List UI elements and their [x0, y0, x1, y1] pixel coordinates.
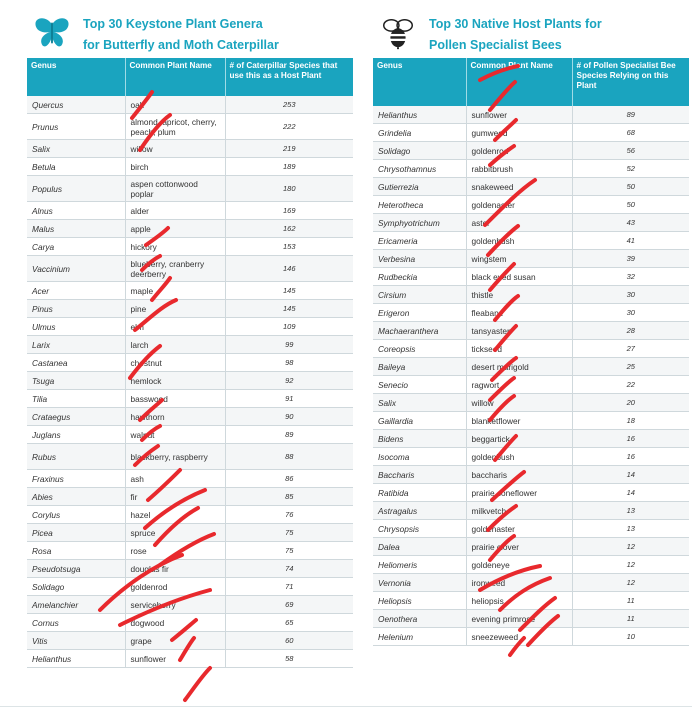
count-cell: 86: [225, 470, 353, 488]
count-cell: 12: [572, 538, 689, 556]
genus-cell: Vaccinium: [27, 256, 125, 282]
genus-cell: Castanea: [27, 354, 125, 372]
table-row: [27, 390, 353, 408]
genus-cell: Solidago: [373, 142, 466, 160]
table-row: [27, 220, 353, 238]
genus-cell: Bidens: [373, 430, 466, 448]
count-cell: 10: [572, 628, 689, 646]
common-name-cell: spruce: [125, 524, 225, 542]
genus-cell: Cornus: [27, 614, 125, 632]
genus-cell: Gutierrezia: [373, 178, 466, 196]
genus-cell: Solidago: [27, 578, 125, 596]
table-row: [373, 214, 689, 232]
common-name-cell: basswood: [125, 390, 225, 408]
genus-cell: Heliopsis: [373, 592, 466, 610]
common-name-cell: desert marigold: [466, 358, 572, 376]
table-row: [373, 412, 689, 430]
genus-cell: Isocoma: [373, 448, 466, 466]
caterpillar-table-body: [27, 96, 353, 668]
common-name-cell: hemlock: [125, 372, 225, 390]
genus-cell: Verbesina: [373, 250, 466, 268]
genus-cell: Helenium: [373, 628, 466, 646]
table-row: [27, 524, 353, 542]
count-cell: 18: [572, 412, 689, 430]
common-name-cell: willow: [466, 394, 572, 412]
table-row: [373, 142, 689, 160]
common-name-cell: aster: [466, 214, 572, 232]
genus-cell: Ulmus: [27, 318, 125, 336]
count-cell: 11: [572, 592, 689, 610]
count-cell: 180: [225, 176, 353, 202]
count-cell: 75: [225, 542, 353, 560]
count-cell: 91: [225, 390, 353, 408]
count-cell: 50: [572, 196, 689, 214]
genus-cell: Vitis: [27, 632, 125, 650]
genus-cell: Grindelia: [373, 124, 466, 142]
genus-cell: Ericameria: [373, 232, 466, 250]
common-name-cell: larch: [125, 336, 225, 354]
common-name-cell: goldenbush: [466, 448, 572, 466]
count-cell: 50: [572, 178, 689, 196]
table-row: [373, 250, 689, 268]
common-name-cell: sunflower: [125, 650, 225, 668]
count-cell: 189: [225, 158, 353, 176]
count-cell: 153: [225, 238, 353, 256]
genus-cell: Salix: [27, 140, 125, 158]
genus-cell: Erigeron: [373, 304, 466, 322]
count-cell: 14: [572, 466, 689, 484]
genus-cell: Dalea: [373, 538, 466, 556]
count-cell: 52: [572, 160, 689, 178]
count-cell: 146: [225, 256, 353, 282]
table-row: [27, 202, 353, 220]
count-cell: 30: [572, 286, 689, 304]
count-cell: 56: [572, 142, 689, 160]
count-cell: 60: [225, 632, 353, 650]
genus-cell: Gaillardia: [373, 412, 466, 430]
table-row: [373, 178, 689, 196]
count-cell: 65: [225, 614, 353, 632]
common-name-cell: maple: [125, 282, 225, 300]
common-name-cell: sneezeweed: [466, 628, 572, 646]
bee-title-line2: Pollen Specialist Bees: [429, 38, 562, 52]
count-cell: 39: [572, 250, 689, 268]
common-name-cell: aspen cottonwood poplar: [125, 176, 225, 202]
bee-title-line1: Top 30 Native Host Plants for: [429, 17, 602, 31]
table-row: [27, 542, 353, 560]
table-row: [27, 158, 353, 176]
count-cell: 22: [572, 376, 689, 394]
common-name-cell: blanketflower: [466, 412, 572, 430]
common-name-cell: baccharis: [466, 466, 572, 484]
table-row: [27, 300, 353, 318]
genus-cell: Amelanchier: [27, 596, 125, 614]
count-cell: 12: [572, 574, 689, 592]
count-cell: 75: [225, 524, 353, 542]
table-row: [27, 238, 353, 256]
table-row: [27, 506, 353, 524]
genus-cell: Chrysopsis: [373, 520, 466, 538]
count-cell: 68: [572, 124, 689, 142]
table-row: [373, 304, 689, 322]
genus-cell: Pseudotsuga: [27, 560, 125, 578]
genus-cell: Rudbeckia: [373, 268, 466, 286]
common-name-cell: black eyed susan: [466, 268, 572, 286]
count-cell: 92: [225, 372, 353, 390]
header-common-name: Common Plant Name: [466, 58, 572, 106]
count-cell: 27: [572, 340, 689, 358]
common-name-cell: heliopsis: [466, 592, 572, 610]
common-name-cell: alder: [125, 202, 225, 220]
common-name-cell: birch: [125, 158, 225, 176]
caterpillar-host-panel: [27, 10, 353, 668]
genus-cell: Prunus: [27, 114, 125, 140]
caterpillar-title: [83, 14, 279, 56]
page-bottom-divider: [0, 706, 692, 707]
genus-cell: Baileya: [373, 358, 466, 376]
count-cell: 58: [225, 650, 353, 668]
genus-cell: Populus: [27, 176, 125, 202]
common-name-cell: douglas fir: [125, 560, 225, 578]
count-cell: 162: [225, 220, 353, 238]
genus-cell: Coreopsis: [373, 340, 466, 358]
genus-cell: Senecio: [373, 376, 466, 394]
genus-cell: Quercus: [27, 96, 125, 114]
count-cell: 16: [572, 430, 689, 448]
common-name-cell: goldenrod: [125, 578, 225, 596]
bee-title-row: [373, 10, 689, 58]
count-cell: 16: [572, 448, 689, 466]
table-row: [27, 614, 353, 632]
table-row: [373, 160, 689, 178]
table-row: [373, 448, 689, 466]
common-name-cell: prairie coneflower: [466, 484, 572, 502]
count-cell: 76: [225, 506, 353, 524]
common-name-cell: goldenaster: [466, 196, 572, 214]
common-name-cell: dogwood: [125, 614, 225, 632]
header-bee-count: # of Pollen Specialist Bee Species Relying on this Plant: [572, 58, 689, 106]
count-cell: 145: [225, 282, 353, 300]
count-cell: 32: [572, 268, 689, 286]
table-row: [27, 650, 353, 668]
table-row: [27, 632, 353, 650]
bee-table-body: [373, 106, 689, 646]
header-genus: Genus: [27, 58, 125, 96]
bee-host-panel: [373, 10, 689, 646]
table-row: [27, 578, 353, 596]
genus-cell: Oenothera: [373, 610, 466, 628]
table-row: [373, 556, 689, 574]
header-genus: Genus: [373, 58, 466, 106]
genus-cell: Abies: [27, 488, 125, 506]
count-cell: 74: [225, 560, 353, 578]
table-row: [373, 340, 689, 358]
table-row: [373, 502, 689, 520]
genus-cell: Juglans: [27, 426, 125, 444]
header-caterpillar-count: # of Caterpillar Species that use this as a Host Plant: [225, 58, 353, 96]
count-cell: 253: [225, 96, 353, 114]
common-name-cell: walnut: [125, 426, 225, 444]
genus-cell: Heliomeris: [373, 556, 466, 574]
common-name-cell: fleabane: [466, 304, 572, 322]
table-row: [27, 408, 353, 426]
genus-cell: Alnus: [27, 202, 125, 220]
common-name-cell: goldeneye: [466, 556, 572, 574]
genus-cell: Cirsium: [373, 286, 466, 304]
count-cell: 28: [572, 322, 689, 340]
table-row: [373, 394, 689, 412]
table-row: [27, 282, 353, 300]
table-row: [27, 560, 353, 578]
genus-cell: Ratibida: [373, 484, 466, 502]
count-cell: 219: [225, 140, 353, 158]
genus-cell: Carya: [27, 238, 125, 256]
genus-cell: Malus: [27, 220, 125, 238]
table-row: [373, 430, 689, 448]
genus-cell: Symphyotrichum: [373, 214, 466, 232]
count-cell: 13: [572, 520, 689, 538]
table-row: [27, 336, 353, 354]
common-name-cell: serviceberry: [125, 596, 225, 614]
common-name-cell: grape: [125, 632, 225, 650]
count-cell: 99: [225, 336, 353, 354]
caterpillar-title-line2: for Butterfly and Moth Caterpillar: [83, 38, 279, 52]
count-cell: 89: [225, 426, 353, 444]
common-name-cell: hazel: [125, 506, 225, 524]
table-row: [27, 140, 353, 158]
common-name-cell: evening primrose: [466, 610, 572, 628]
genus-cell: Rosa: [27, 542, 125, 560]
count-cell: 14: [572, 484, 689, 502]
genus-cell: Crataegus: [27, 408, 125, 426]
count-cell: 98: [225, 354, 353, 372]
count-cell: 88: [225, 444, 353, 470]
common-name-cell: pine: [125, 300, 225, 318]
genus-cell: Salix: [373, 394, 466, 412]
common-name-cell: hickory: [125, 238, 225, 256]
table-header-row: [27, 58, 353, 96]
common-name-cell: goldenrod: [466, 142, 572, 160]
common-name-cell: goldenaster: [466, 520, 572, 538]
common-name-cell: rose: [125, 542, 225, 560]
caterpillar-title-line1: Top 30 Keystone Plant Genera: [83, 17, 263, 31]
header-common-name: Common Plant Name: [125, 58, 225, 96]
common-name-cell: sunflower: [466, 106, 572, 124]
common-name-cell: blackberry, raspberry: [125, 444, 225, 470]
table-row: [27, 488, 353, 506]
count-cell: 222: [225, 114, 353, 140]
common-name-cell: tickseed: [466, 340, 572, 358]
table-row: [373, 358, 689, 376]
table-row: [373, 610, 689, 628]
count-cell: 11: [572, 610, 689, 628]
table-row: [27, 96, 353, 114]
table-row: [27, 114, 353, 140]
genus-cell: Baccharis: [373, 466, 466, 484]
genus-cell: Betula: [27, 158, 125, 176]
count-cell: 41: [572, 232, 689, 250]
common-name-cell: willow: [125, 140, 225, 158]
common-name-cell: chestnut: [125, 354, 225, 372]
table-row: [373, 484, 689, 502]
count-cell: 20: [572, 394, 689, 412]
count-cell: 43: [572, 214, 689, 232]
bee-title: [429, 14, 602, 56]
common-name-cell: almond, apricot, cherry, peach, plum: [125, 114, 225, 140]
count-cell: 69: [225, 596, 353, 614]
genus-cell: Machaeranthera: [373, 322, 466, 340]
genus-cell: Larix: [27, 336, 125, 354]
count-cell: 145: [225, 300, 353, 318]
count-cell: 13: [572, 502, 689, 520]
table-row: [373, 268, 689, 286]
table-row: [27, 596, 353, 614]
common-name-cell: wingstem: [466, 250, 572, 268]
count-cell: 25: [572, 358, 689, 376]
genus-cell: Tilia: [27, 390, 125, 408]
genus-cell: Corylus: [27, 506, 125, 524]
table-row: [27, 470, 353, 488]
common-name-cell: ragwort: [466, 376, 572, 394]
count-cell: 89: [572, 106, 689, 124]
table-row: [27, 318, 353, 336]
table-row: [373, 124, 689, 142]
genus-cell: Astragalus: [373, 502, 466, 520]
table-row: [373, 322, 689, 340]
table-row: [373, 466, 689, 484]
table-row: [373, 520, 689, 538]
common-name-cell: blueberry, cranberry deerberry: [125, 256, 225, 282]
table-row: [27, 372, 353, 390]
common-name-cell: milkvetch: [466, 502, 572, 520]
count-cell: 90: [225, 408, 353, 426]
table-row: [27, 426, 353, 444]
table-row: [373, 574, 689, 592]
table-row: [27, 444, 353, 470]
caterpillar-title-row: [27, 10, 353, 58]
table-row: [373, 592, 689, 610]
count-cell: 169: [225, 202, 353, 220]
common-name-cell: apple: [125, 220, 225, 238]
genus-cell: Heterotheca: [373, 196, 466, 214]
count-cell: 85: [225, 488, 353, 506]
common-name-cell: tansyaster: [466, 322, 572, 340]
table-row: [373, 376, 689, 394]
common-name-cell: snakeweed: [466, 178, 572, 196]
common-name-cell: beggartick: [466, 430, 572, 448]
butterfly-icon: [33, 16, 71, 50]
table-row: [27, 256, 353, 282]
genus-cell: Pinus: [27, 300, 125, 318]
genus-cell: Chrysothamnus: [373, 160, 466, 178]
caterpillar-table: [27, 58, 353, 668]
common-name-cell: gumweed: [466, 124, 572, 142]
table-row: [27, 354, 353, 372]
genus-cell: Helianthus: [27, 650, 125, 668]
common-name-cell: ash: [125, 470, 225, 488]
table-row: [373, 538, 689, 556]
common-name-cell: ironweed: [466, 574, 572, 592]
table-row: [373, 106, 689, 124]
common-name-cell: prairie clover: [466, 538, 572, 556]
genus-cell: Fraxinus: [27, 470, 125, 488]
table-header-row: [373, 58, 689, 106]
common-name-cell: oak: [125, 96, 225, 114]
common-name-cell: rabbitbrush: [466, 160, 572, 178]
common-name-cell: thistle: [466, 286, 572, 304]
bee-table: [373, 58, 689, 646]
count-cell: 71: [225, 578, 353, 596]
genus-cell: Helianthus: [373, 106, 466, 124]
genus-cell: Tsuga: [27, 372, 125, 390]
common-name-cell: fir: [125, 488, 225, 506]
bee-icon: [379, 16, 417, 50]
table-row: [373, 232, 689, 250]
genus-cell: Acer: [27, 282, 125, 300]
common-name-cell: hawthorn: [125, 408, 225, 426]
genus-cell: Picea: [27, 524, 125, 542]
count-cell: 109: [225, 318, 353, 336]
table-row: [27, 176, 353, 202]
genus-cell: Rubus: [27, 444, 125, 470]
table-row: [373, 286, 689, 304]
table-row: [373, 196, 689, 214]
table-row: [373, 628, 689, 646]
common-name-cell: elm: [125, 318, 225, 336]
count-cell: 30: [572, 304, 689, 322]
common-name-cell: goldenbush: [466, 232, 572, 250]
count-cell: 12: [572, 556, 689, 574]
genus-cell: Vernonia: [373, 574, 466, 592]
